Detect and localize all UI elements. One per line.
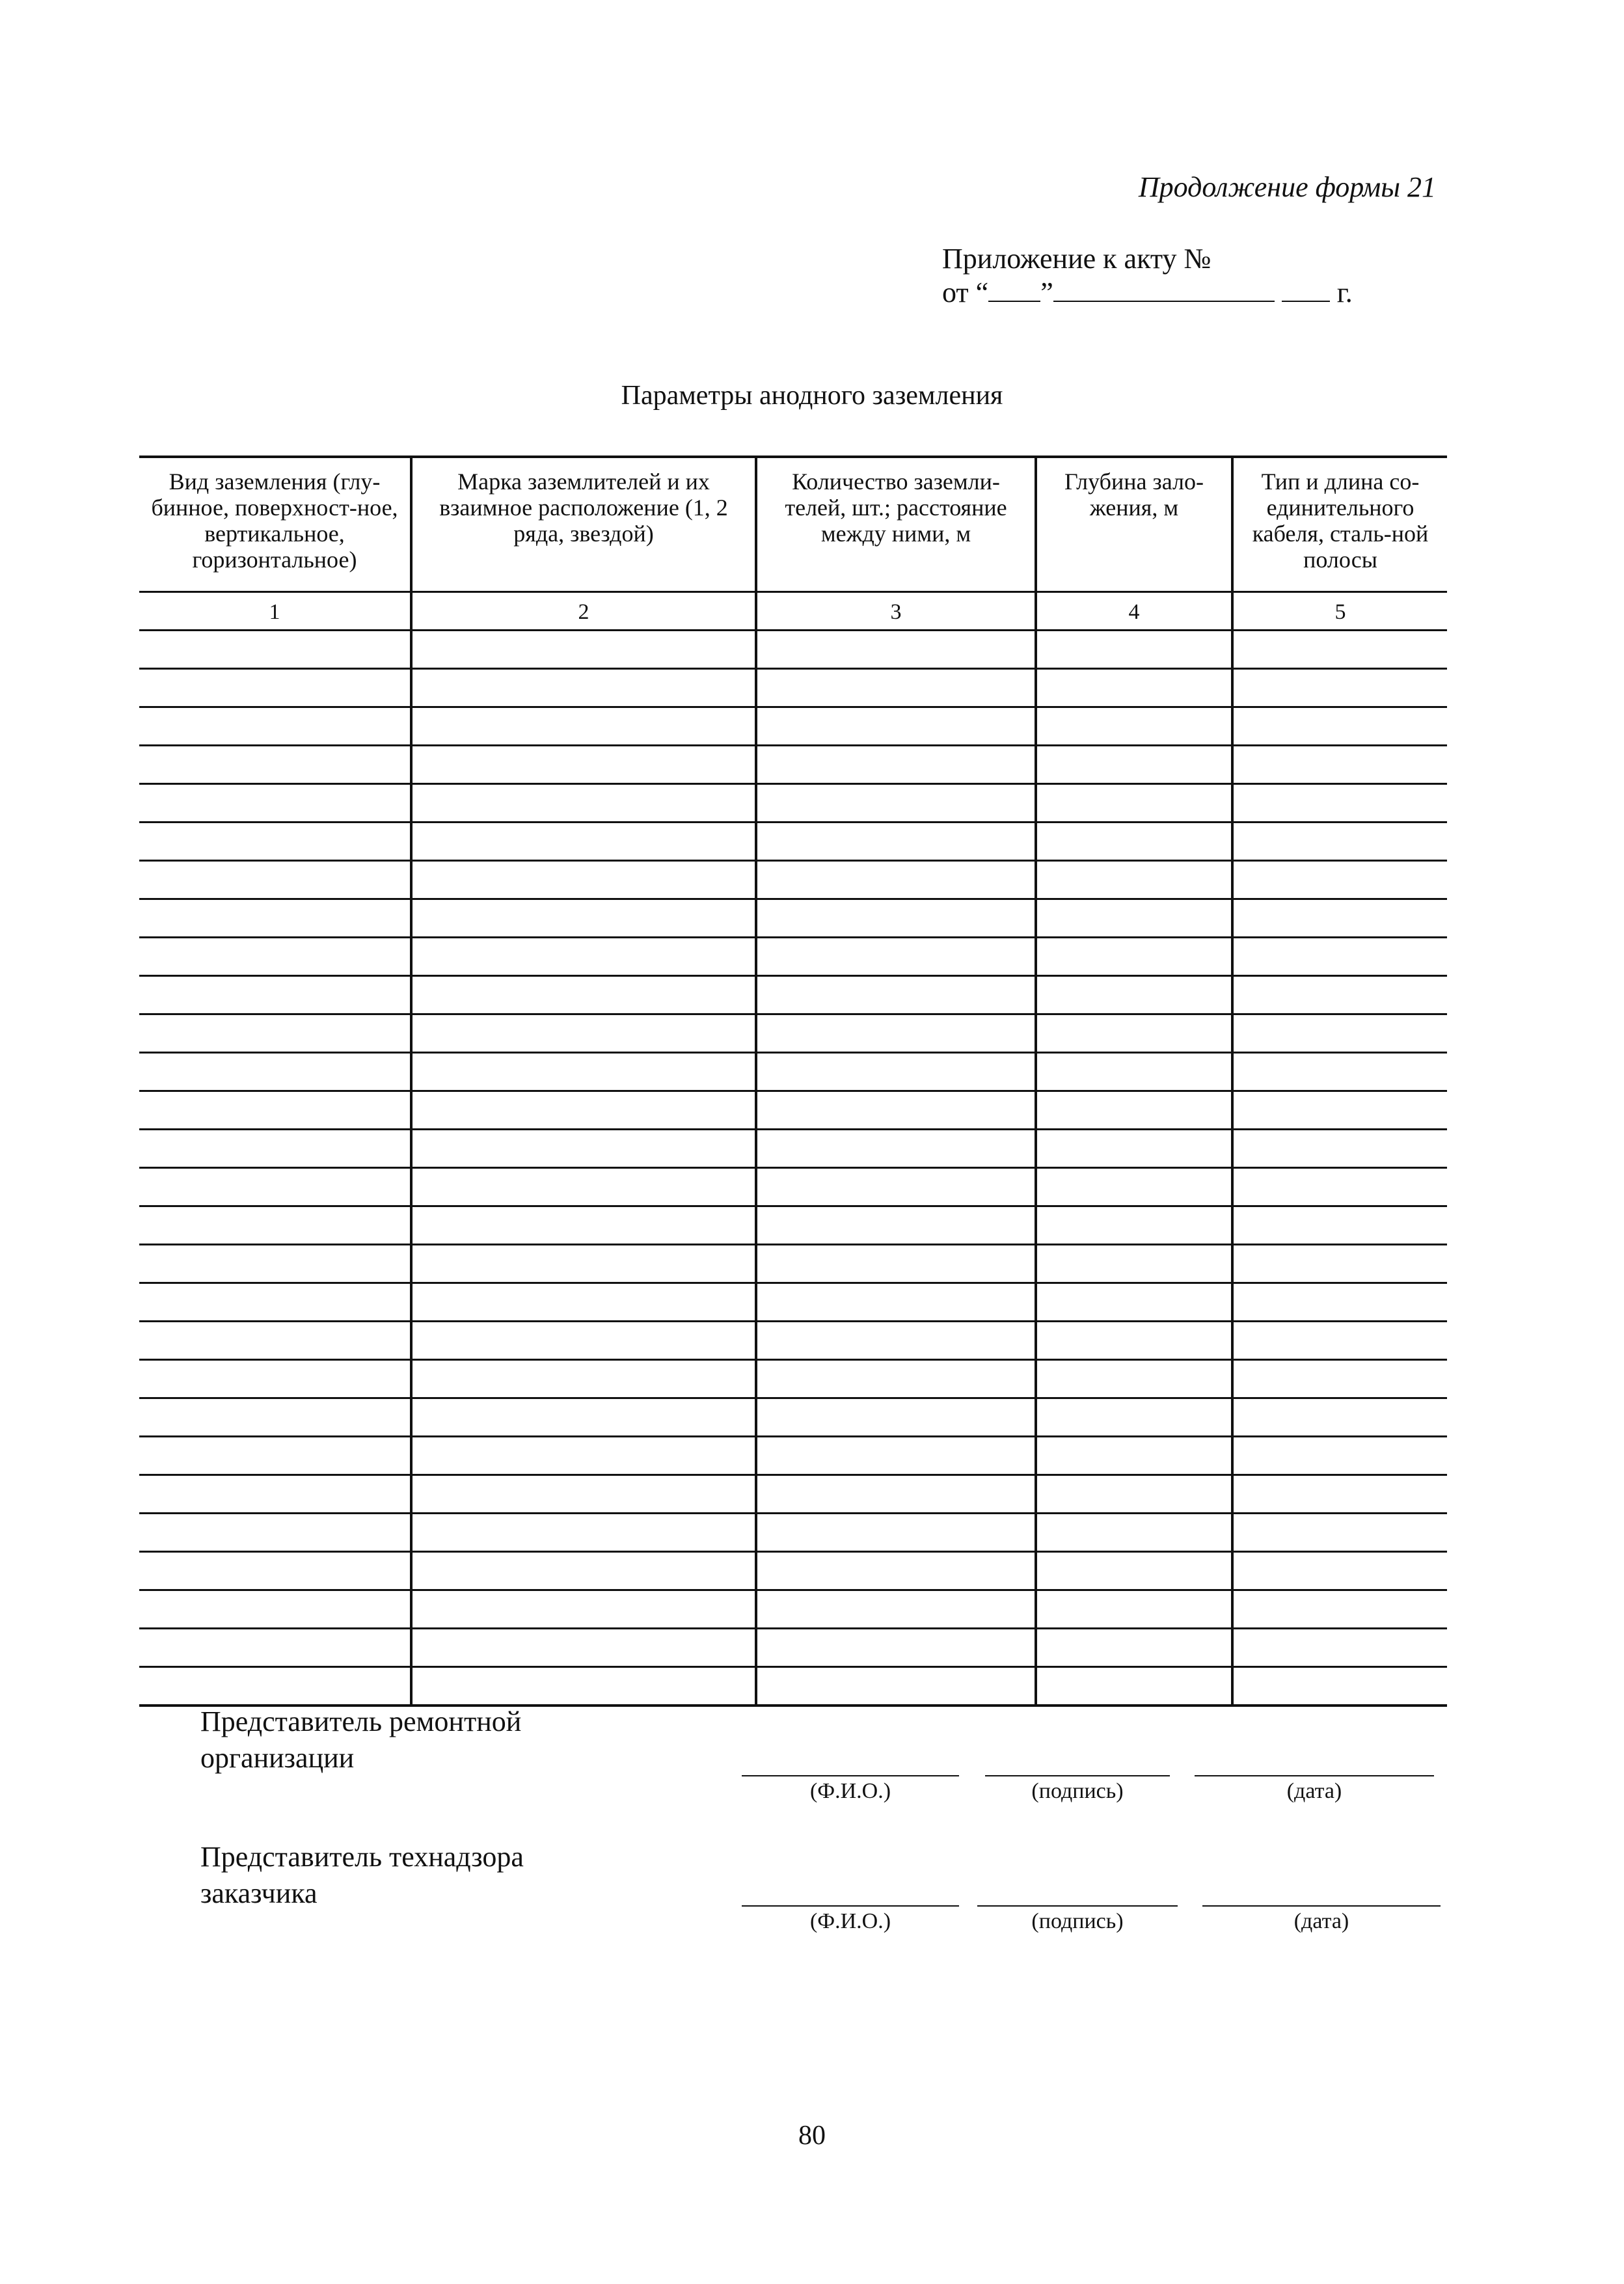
table-row bbox=[139, 707, 1447, 746]
table-row bbox=[139, 1552, 1447, 1590]
table-cell[interactable] bbox=[1036, 1437, 1232, 1475]
table-row bbox=[139, 746, 1447, 784]
table-cell[interactable] bbox=[756, 1590, 1036, 1629]
table-cell[interactable] bbox=[756, 1053, 1036, 1091]
page-number: 80 bbox=[798, 2121, 826, 2151]
table-cell[interactable] bbox=[411, 1091, 756, 1130]
table-cell[interactable] bbox=[411, 784, 756, 823]
appendix-line-1: Приложение к акту № bbox=[942, 243, 1211, 275]
signature-line bbox=[977, 1905, 1178, 1907]
column-number: 5 bbox=[1232, 592, 1447, 631]
table-cell[interactable] bbox=[139, 1437, 411, 1475]
fio-caption: (Ф.И.О.) bbox=[809, 1779, 891, 1803]
table-cell[interactable] bbox=[139, 899, 411, 938]
table-cell[interactable] bbox=[411, 1168, 756, 1206]
table-cell[interactable] bbox=[756, 746, 1036, 784]
table-cell[interactable] bbox=[756, 1667, 1036, 1706]
table-row bbox=[139, 1206, 1447, 1245]
table-cell[interactable] bbox=[139, 707, 411, 746]
appendix-day-blank bbox=[988, 277, 1040, 302]
table-cell[interactable] bbox=[1232, 746, 1447, 784]
table-cell[interactable] bbox=[139, 1514, 411, 1552]
table-cell[interactable] bbox=[411, 1398, 756, 1437]
table-row bbox=[139, 631, 1447, 669]
column-number-row bbox=[139, 592, 1447, 631]
anode-grounding-table bbox=[139, 455, 1447, 1707]
table-cell[interactable] bbox=[411, 1590, 756, 1629]
table-cell[interactable] bbox=[756, 861, 1036, 899]
table-cell[interactable] bbox=[1232, 1437, 1447, 1475]
date-caption: (дата) bbox=[1293, 1909, 1349, 1933]
date-line bbox=[1202, 1905, 1441, 1907]
appendix-year-blank bbox=[1282, 277, 1330, 302]
table-cell[interactable] bbox=[411, 669, 756, 707]
table-cell[interactable] bbox=[1232, 1475, 1447, 1514]
table-cell[interactable] bbox=[1232, 1245, 1447, 1283]
table-row bbox=[139, 1590, 1447, 1629]
table-cell[interactable] bbox=[139, 1360, 411, 1398]
table-cell[interactable] bbox=[1232, 1053, 1447, 1091]
table-cell[interactable] bbox=[756, 1475, 1036, 1514]
table-cell[interactable] bbox=[1036, 1475, 1232, 1514]
table-cell[interactable] bbox=[1036, 1130, 1232, 1168]
table-cell[interactable] bbox=[1232, 1322, 1447, 1360]
column-number: 3 bbox=[756, 592, 1036, 631]
table-cell[interactable] bbox=[756, 1130, 1036, 1168]
signature-label-line: Представитель ремонтной bbox=[200, 1706, 522, 1737]
appendix-line-2 bbox=[942, 276, 1353, 310]
table-cell[interactable] bbox=[1232, 861, 1447, 899]
table-cell[interactable] bbox=[1036, 938, 1232, 976]
table-cell[interactable] bbox=[139, 1398, 411, 1437]
signature-line bbox=[985, 1775, 1170, 1776]
table-cell[interactable] bbox=[1036, 784, 1232, 823]
table-cell[interactable] bbox=[1232, 1014, 1447, 1053]
table-cell[interactable] bbox=[411, 899, 756, 938]
table-cell[interactable] bbox=[1232, 707, 1447, 746]
table-cell[interactable] bbox=[139, 1629, 411, 1667]
table-row bbox=[139, 1245, 1447, 1283]
table-cell[interactable] bbox=[139, 823, 411, 861]
table-cell[interactable] bbox=[756, 784, 1036, 823]
table-cell[interactable] bbox=[756, 1360, 1036, 1398]
form-continuation-note: Продолжение формы 21 bbox=[1138, 171, 1436, 203]
table-cell[interactable] bbox=[756, 1629, 1036, 1667]
table-cell[interactable] bbox=[1232, 1130, 1447, 1168]
table-cell[interactable] bbox=[1232, 1283, 1447, 1322]
signature-label-line: организации bbox=[200, 1742, 355, 1774]
table-cell[interactable] bbox=[1036, 1053, 1232, 1091]
table-cell[interactable] bbox=[139, 631, 411, 669]
table-cell[interactable] bbox=[1036, 631, 1232, 669]
table-row bbox=[139, 1091, 1447, 1130]
signature-label-line: заказчика bbox=[200, 1877, 318, 1909]
table-cell[interactable] bbox=[1232, 1168, 1447, 1206]
table-cell[interactable] bbox=[756, 669, 1036, 707]
table-body bbox=[139, 631, 1447, 1706]
table-row bbox=[139, 1667, 1447, 1706]
table-cell[interactable] bbox=[1036, 1014, 1232, 1053]
table-cell[interactable] bbox=[756, 1245, 1036, 1283]
table-cell[interactable] bbox=[411, 1437, 756, 1475]
table-cell[interactable] bbox=[411, 1014, 756, 1053]
appendix-reference bbox=[942, 242, 1353, 310]
signature-label-line: Представитель технадзора bbox=[200, 1841, 524, 1873]
table-cell[interactable] bbox=[1036, 1283, 1232, 1322]
table-cell[interactable] bbox=[1036, 976, 1232, 1014]
table-cell[interactable] bbox=[1232, 784, 1447, 823]
table-cell[interactable] bbox=[1232, 1667, 1447, 1706]
table-row bbox=[139, 784, 1447, 823]
table-cell[interactable] bbox=[411, 976, 756, 1014]
table-cell[interactable] bbox=[1232, 1091, 1447, 1130]
table-cell[interactable] bbox=[139, 1053, 411, 1091]
table-cell[interactable] bbox=[756, 1552, 1036, 1590]
table-row bbox=[139, 1629, 1447, 1667]
table-cell[interactable] bbox=[411, 938, 756, 976]
table-cell[interactable] bbox=[1036, 899, 1232, 938]
table-cell[interactable] bbox=[139, 1475, 411, 1514]
table-cell[interactable] bbox=[1232, 1360, 1447, 1398]
appendix-date-quote: ” bbox=[1040, 277, 1053, 308]
fio-line bbox=[742, 1775, 959, 1776]
table-row bbox=[139, 669, 1447, 707]
signature-caption: (подпись) bbox=[1031, 1779, 1124, 1803]
column-header-grounder-brand: Марка заземлителей и их взаимное расположение (1, 2 ряда, звездой) bbox=[411, 457, 756, 592]
table-cell[interactable] bbox=[411, 1514, 756, 1552]
table-cell[interactable] bbox=[411, 1283, 756, 1322]
table-row bbox=[139, 976, 1447, 1014]
table-cell[interactable] bbox=[1232, 1590, 1447, 1629]
table-cell[interactable] bbox=[139, 1590, 411, 1629]
table-cell[interactable] bbox=[1036, 861, 1232, 899]
table-cell[interactable] bbox=[756, 1437, 1036, 1475]
table-cell[interactable] bbox=[139, 1206, 411, 1245]
table-cell[interactable] bbox=[756, 1514, 1036, 1552]
table-cell[interactable] bbox=[1232, 938, 1447, 976]
table-cell[interactable] bbox=[756, 707, 1036, 746]
table-cell[interactable] bbox=[411, 1360, 756, 1398]
table-cell[interactable] bbox=[411, 1552, 756, 1590]
table-cell[interactable] bbox=[1232, 976, 1447, 1014]
table-cell[interactable] bbox=[139, 1245, 411, 1283]
table-cell[interactable] bbox=[1036, 1590, 1232, 1629]
table-row bbox=[139, 1514, 1447, 1552]
table-cell[interactable] bbox=[139, 1130, 411, 1168]
table-cell[interactable] bbox=[756, 1283, 1036, 1322]
table-cell[interactable] bbox=[411, 1053, 756, 1091]
table-cell[interactable] bbox=[139, 1322, 411, 1360]
table-row bbox=[139, 1475, 1447, 1514]
table-cell[interactable] bbox=[1036, 1245, 1232, 1283]
repair-org-representative-label bbox=[200, 1704, 521, 1776]
table-cell[interactable] bbox=[756, 631, 1036, 669]
table-cell[interactable] bbox=[1036, 746, 1232, 784]
column-header-grounding-type: Вид заземления (глу-бинное, поверхност-ное, вертикальное, горизонтальное) bbox=[139, 457, 411, 592]
table-row bbox=[139, 1437, 1447, 1475]
table-cell[interactable] bbox=[1232, 899, 1447, 938]
table-cell[interactable] bbox=[411, 1206, 756, 1245]
table-cell[interactable] bbox=[1036, 1629, 1232, 1667]
table-row bbox=[139, 1322, 1447, 1360]
table-row bbox=[139, 1053, 1447, 1091]
table-cell[interactable] bbox=[1036, 1398, 1232, 1437]
column-header-grounder-count: Количество заземли-телей, шт.; расстояние между ними, м bbox=[756, 457, 1036, 592]
technical-supervision-representative-label bbox=[200, 1839, 524, 1912]
table-cell[interactable] bbox=[139, 976, 411, 1014]
table-cell[interactable] bbox=[411, 707, 756, 746]
date-caption: (дата) bbox=[1286, 1779, 1342, 1803]
table-cell[interactable] bbox=[1232, 1629, 1447, 1667]
table-cell[interactable] bbox=[1036, 1667, 1232, 1706]
signature-caption: (подпись) bbox=[1031, 1909, 1124, 1933]
table-row bbox=[139, 1014, 1447, 1053]
table-cell[interactable] bbox=[139, 938, 411, 976]
table-cell[interactable] bbox=[139, 1091, 411, 1130]
table-cell[interactable] bbox=[756, 1322, 1036, 1360]
table-title: Параметры анодного заземления bbox=[621, 381, 1003, 411]
table-cell[interactable] bbox=[139, 1552, 411, 1590]
table-cell[interactable] bbox=[411, 1629, 756, 1667]
table-cell[interactable] bbox=[1036, 1091, 1232, 1130]
column-number: 2 bbox=[411, 592, 756, 631]
table-cell[interactable] bbox=[1232, 631, 1447, 669]
table-cell[interactable] bbox=[139, 861, 411, 899]
table-cell[interactable] bbox=[411, 861, 756, 899]
table-cell[interactable] bbox=[756, 1206, 1036, 1245]
table-cell[interactable] bbox=[1232, 669, 1447, 707]
table-cell[interactable] bbox=[411, 1130, 756, 1168]
appendix-year-suffix: г. bbox=[1336, 277, 1353, 308]
fio-caption: (Ф.И.О.) bbox=[809, 1909, 891, 1933]
table-row bbox=[139, 861, 1447, 899]
table-cell[interactable] bbox=[1036, 1322, 1232, 1360]
table-cell[interactable] bbox=[139, 1014, 411, 1053]
table-cell[interactable] bbox=[1232, 1552, 1447, 1590]
table-cell[interactable] bbox=[139, 746, 411, 784]
table-cell[interactable] bbox=[139, 1283, 411, 1322]
table-cell[interactable] bbox=[139, 669, 411, 707]
table-cell[interactable] bbox=[1232, 823, 1447, 861]
table-cell[interactable] bbox=[1036, 1552, 1232, 1590]
table-cell[interactable] bbox=[756, 1091, 1036, 1130]
column-header-cable: Тип и длина со-единительного кабеля, сталь-ной полосы bbox=[1232, 457, 1447, 592]
table-cell[interactable] bbox=[1036, 1206, 1232, 1245]
table-cell[interactable] bbox=[1036, 1360, 1232, 1398]
table-cell[interactable] bbox=[411, 631, 756, 669]
table-cell[interactable] bbox=[411, 1322, 756, 1360]
table-row bbox=[139, 823, 1447, 861]
table-cell[interactable] bbox=[1036, 1514, 1232, 1552]
table-cell[interactable] bbox=[756, 1398, 1036, 1437]
table-cell[interactable] bbox=[139, 784, 411, 823]
table-row bbox=[139, 938, 1447, 976]
table-cell[interactable] bbox=[1036, 823, 1232, 861]
table-cell[interactable] bbox=[1232, 1206, 1447, 1245]
table-cell[interactable] bbox=[756, 823, 1036, 861]
table-row bbox=[139, 1360, 1447, 1398]
fio-line bbox=[742, 1905, 959, 1907]
table-cell[interactable] bbox=[411, 1667, 756, 1706]
table-cell[interactable] bbox=[139, 1168, 411, 1206]
table-cell[interactable] bbox=[411, 1475, 756, 1514]
column-number: 1 bbox=[139, 592, 411, 631]
date-line bbox=[1195, 1775, 1434, 1776]
table-cell[interactable] bbox=[1036, 1168, 1232, 1206]
table-cell[interactable] bbox=[1036, 707, 1232, 746]
appendix-month-blank bbox=[1053, 277, 1275, 302]
table-cell[interactable] bbox=[411, 746, 756, 784]
table-cell[interactable] bbox=[756, 938, 1036, 976]
table-cell[interactable] bbox=[411, 823, 756, 861]
column-number: 4 bbox=[1036, 592, 1232, 631]
table-cell[interactable] bbox=[139, 1667, 411, 1706]
table-header-row bbox=[139, 457, 1447, 592]
table-row bbox=[139, 1130, 1447, 1168]
table-row bbox=[139, 899, 1447, 938]
column-header-depth: Глубина зало-жения, м bbox=[1036, 457, 1232, 592]
table-row bbox=[139, 1283, 1447, 1322]
appendix-date-prefix: от “ bbox=[942, 277, 989, 308]
table-cell[interactable] bbox=[1232, 1514, 1447, 1552]
table-cell[interactable] bbox=[1232, 1398, 1447, 1437]
table-row bbox=[139, 1398, 1447, 1437]
table-cell[interactable] bbox=[411, 1245, 756, 1283]
table-row bbox=[139, 1168, 1447, 1206]
table-cell[interactable] bbox=[756, 976, 1036, 1014]
table-cell[interactable] bbox=[1036, 669, 1232, 707]
table-cell[interactable] bbox=[756, 1168, 1036, 1206]
table-cell[interactable] bbox=[756, 1014, 1036, 1053]
table-cell[interactable] bbox=[756, 899, 1036, 938]
